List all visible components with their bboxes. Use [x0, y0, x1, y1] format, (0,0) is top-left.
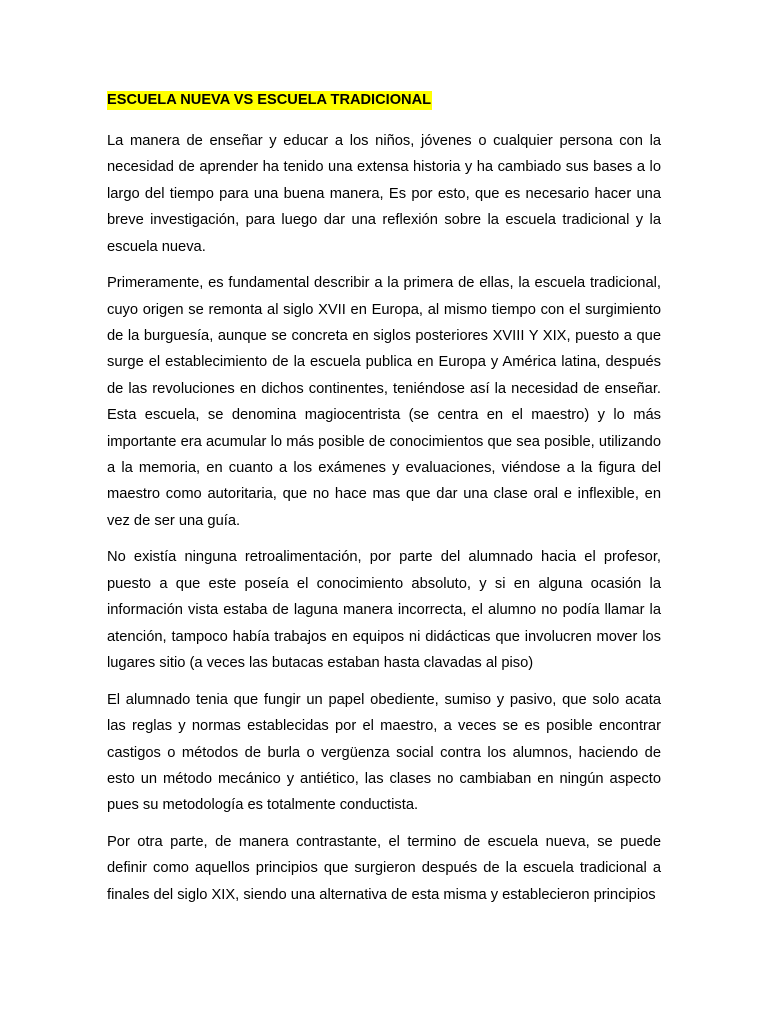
paragraph-escuela-tradicional: Primeramente, es fundamental describir a la primera de ellas, la escuela tradicional, cuyo origen se remonta al siglo XVII en Europa, al mismo tiempo con el surgimiento de la burguesía, aunque se concreta en siglos posteriores XVIII Y XIX, puesto a que surge el establecimiento de la escuela publica en Europa y América latina, después de las revoluciones en dichos continentes, teniéndose así la necesidad de enseñar. Esta escuela, se denomina magiocentrista (se centra en el maestro) y lo más importante era acumular lo más posible de conocimientos que sea posible, utilizando a la memoria, en cuanto a los exámenes y evaluaciones, viéndose a la figura del maestro como autoritaria, que no hace mas que dar una clase oral e inflexible, en vez de ser una guía.	[107, 275, 661, 529]
paragraph-intro: La manera de enseñar y educar a los niños, jóvenes o cualquier persona con la necesidad de aprender ha tenido una extensa historia y ha cambiado sus bases a lo largo del tiempo para una buena manera, Es por esto, que es necesario hacer una breve investigación, para luego dar una reflexión sobre la escuela tradicional y la escuela nueva.	[107, 133, 661, 255]
paragraph-alumnado: El alumnado tenia que fungir un papel obediente, sumiso y pasivo, que solo acata las reglas y normas establecidas por el maestro, a veces se es posible encontrar castigos o métodos de burla o vergüenza social contra los alumnos, haciendo de esto un método mecánico y antiético, las clases no cambiaban en ningún aspecto pues su metodología es totalmente conductista.	[107, 691, 661, 814]
document-page	[107, 91, 661, 918]
paragraph-retroalimentacion: No existía ninguna retroalimentación, por parte del alumnado hacia el profesor, puesto a que este poseía el conocimiento absoluto, y si en alguna ocasión la información vista estaba de laguna manera incorrecta, el alumno no podía llamar la atención, tampoco había trabajos en equipos ni didácticas que involucren mover los lugares sitio (a veces las butacas estaban hasta clavadas al piso)	[107, 549, 661, 672]
paragraph-escuela-nueva: Por otra parte, de manera contrastante, el termino de escuela nueva, se puede definir como aquellos principios que surgieron después de la escuela tradicional a finales del siglo XIX, siendo una alternativa de esta misma y establecieron principios	[107, 833, 661, 903]
document-title: ESCUELA NUEVA VS ESCUELA TRADICIONAL	[107, 92, 432, 108]
